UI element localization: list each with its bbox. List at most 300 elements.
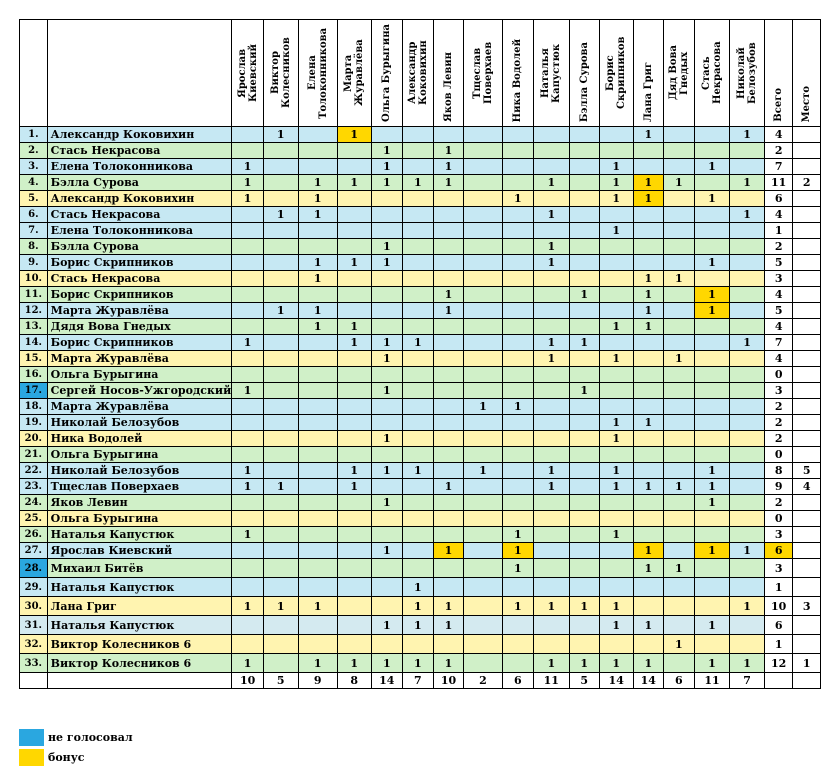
vote-cell: [433, 511, 464, 527]
vote-cell: [694, 578, 730, 597]
vote-cell: [569, 511, 599, 527]
vote-cell: [371, 287, 402, 303]
vote-cell: 1: [298, 255, 337, 271]
vote-cell: [298, 578, 337, 597]
vote-cell: [371, 367, 402, 383]
row-total: 2: [764, 143, 793, 159]
vote-cell: [502, 223, 533, 239]
vote-cell: [502, 335, 533, 351]
vote-cell: 1: [371, 383, 402, 399]
vote-cell: [694, 447, 730, 463]
row-total: 4: [764, 207, 793, 223]
vote-cell: 1: [298, 175, 337, 191]
row-place: [793, 543, 821, 559]
vote-cell: [263, 399, 298, 415]
vote-cell: [664, 207, 695, 223]
vote-cell: [502, 175, 533, 191]
header-voter: [599, 20, 633, 127]
vote-cell: 1: [694, 287, 730, 303]
vote-cell: 1: [502, 191, 533, 207]
header-voter-label: Ольга Бурыгина: [381, 24, 393, 122]
vote-cell: 1: [534, 597, 570, 616]
vote-cell: [664, 335, 695, 351]
vote-cell: 1: [633, 616, 664, 635]
vote-cell: [664, 447, 695, 463]
vote-cell: [502, 511, 533, 527]
row-number: 14.: [20, 335, 48, 351]
vote-cell: 1: [599, 463, 633, 479]
vote-cell: [694, 127, 730, 143]
table-row: [20, 399, 821, 415]
vote-cell: [232, 415, 264, 431]
vote-cell: [371, 559, 402, 578]
header-voter: [232, 20, 264, 127]
vote-cell: [534, 559, 570, 578]
vote-cell: [298, 543, 337, 559]
row-name: Ольга Бурыгина: [47, 511, 232, 527]
vote-cell: 1: [403, 463, 434, 479]
row-name: Наталья Капустюк: [47, 616, 232, 635]
vote-cell: [337, 383, 371, 399]
vote-cell: [371, 399, 402, 415]
vote-cell: [664, 463, 695, 479]
vote-cell: 1: [730, 543, 765, 559]
vote-cell: [730, 527, 765, 543]
header-row: [20, 20, 821, 127]
voting-table: [19, 19, 821, 689]
vote-cell: 1: [371, 255, 402, 271]
vote-cell: [534, 578, 570, 597]
vote-cell: [730, 479, 765, 495]
vote-cell: [633, 447, 664, 463]
vote-cell: [298, 495, 337, 511]
row-total: 2: [764, 495, 793, 511]
vote-cell: [502, 415, 533, 431]
row-total: 4: [764, 351, 793, 367]
vote-cell: [730, 616, 765, 635]
vote-cell: 1: [694, 191, 730, 207]
vote-cell: [232, 351, 264, 367]
vote-cell: [633, 383, 664, 399]
vote-cell: [263, 191, 298, 207]
row-place: [793, 127, 821, 143]
row-place: 5: [793, 463, 821, 479]
header-voter-label: Ярослав Киевский: [236, 44, 259, 102]
vote-cell: [232, 143, 264, 159]
footer-blank: [764, 673, 793, 689]
row-place: [793, 159, 821, 175]
vote-cell: [664, 255, 695, 271]
vote-cell: 1: [599, 319, 633, 335]
vote-cell: [664, 287, 695, 303]
row-place: [793, 431, 821, 447]
vote-cell: [337, 511, 371, 527]
table-row: [20, 255, 821, 271]
vote-cell: [664, 319, 695, 335]
row-name: Ярослав Киевский: [47, 543, 232, 559]
vote-cell: [694, 399, 730, 415]
vote-cell: [633, 255, 664, 271]
row-number: 3.: [20, 159, 48, 175]
header-voter: [569, 20, 599, 127]
vote-cell: [664, 383, 695, 399]
vote-cell: 1: [502, 399, 533, 415]
vote-cell: 1: [633, 271, 664, 287]
vote-cell: [730, 191, 765, 207]
header-voter-label: Тщеслав Поверхаев: [471, 41, 494, 105]
vote-cell: [232, 127, 264, 143]
vote-cell: [464, 543, 502, 559]
footer-count: 11: [534, 673, 570, 689]
vote-cell: [371, 271, 402, 287]
vote-cell: [232, 635, 264, 654]
legend-item-not-voted: [19, 727, 133, 747]
vote-cell: [569, 479, 599, 495]
vote-cell: [263, 616, 298, 635]
vote-cell: [599, 559, 633, 578]
vote-cell: [502, 159, 533, 175]
vote-cell: [433, 271, 464, 287]
row-total: 7: [764, 335, 793, 351]
vote-cell: [730, 463, 765, 479]
vote-cell: 1: [664, 351, 695, 367]
row-place: [793, 527, 821, 543]
row-place: 2: [793, 175, 821, 191]
vote-cell: [403, 447, 434, 463]
vote-cell: [433, 255, 464, 271]
vote-cell: [730, 431, 765, 447]
vote-cell: [298, 351, 337, 367]
table-row: [20, 654, 821, 673]
row-total: 0: [764, 447, 793, 463]
footer-count: 14: [599, 673, 633, 689]
vote-cell: [569, 255, 599, 271]
header-voter-label: Борис Скрипников: [605, 36, 628, 110]
vote-cell: [599, 578, 633, 597]
vote-cell: 1: [298, 319, 337, 335]
vote-cell: 1: [433, 175, 464, 191]
vote-cell: [433, 319, 464, 335]
row-place: [793, 635, 821, 654]
vote-cell: [433, 223, 464, 239]
vote-cell: [730, 239, 765, 255]
footer-count: 8: [337, 673, 371, 689]
row-total: 6: [764, 543, 793, 559]
header-voter: [263, 20, 298, 127]
vote-cell: [534, 527, 570, 543]
vote-cell: 1: [403, 616, 434, 635]
vote-cell: [232, 431, 264, 447]
vote-cell: 1: [371, 175, 402, 191]
vote-cell: 1: [730, 127, 765, 143]
vote-cell: [263, 239, 298, 255]
vote-cell: [433, 207, 464, 223]
vote-cell: [263, 527, 298, 543]
vote-cell: [298, 287, 337, 303]
vote-cell: [337, 159, 371, 175]
vote-cell: [403, 191, 434, 207]
vote-cell: [298, 447, 337, 463]
vote-cell: [403, 367, 434, 383]
vote-cell: [263, 159, 298, 175]
table-row: [20, 175, 821, 191]
vote-cell: [534, 495, 570, 511]
row-number: 20.: [20, 431, 48, 447]
row-name: Виктор Колесников 6: [47, 654, 232, 673]
vote-cell: [502, 495, 533, 511]
vote-cell: [569, 616, 599, 635]
vote-cell: 1: [337, 479, 371, 495]
vote-cell: 1: [633, 303, 664, 319]
legend-item-bonus: [19, 747, 133, 767]
vote-cell: [232, 447, 264, 463]
row-number: 1.: [20, 127, 48, 143]
vote-cell: [664, 399, 695, 415]
vote-cell: [464, 527, 502, 543]
vote-cell: 1: [599, 159, 633, 175]
table-row: [20, 559, 821, 578]
vote-cell: [694, 319, 730, 335]
header-voter-label: Наталья Капустюк: [540, 43, 563, 103]
header-voter-label: Николай Белозубов: [736, 42, 759, 104]
row-number: 6.: [20, 207, 48, 223]
row-number: 5.: [20, 191, 48, 207]
vote-cell: 1: [633, 127, 664, 143]
vote-cell: 1: [664, 479, 695, 495]
vote-cell: [502, 578, 533, 597]
vote-cell: [433, 447, 464, 463]
vote-cell: 1: [730, 654, 765, 673]
vote-cell: 1: [433, 159, 464, 175]
table-row: [20, 597, 821, 616]
row-name: Борис Скрипников: [47, 287, 232, 303]
row-total: 7: [764, 159, 793, 175]
vote-cell: [464, 654, 502, 673]
vote-cell: [232, 616, 264, 635]
vote-cell: [502, 463, 533, 479]
vote-cell: [664, 303, 695, 319]
vote-cell: [694, 207, 730, 223]
vote-cell: [337, 415, 371, 431]
vote-cell: [569, 319, 599, 335]
row-name: Николай Белозубов: [47, 463, 232, 479]
vote-cell: [232, 271, 264, 287]
vote-cell: [502, 143, 533, 159]
row-place: [793, 447, 821, 463]
vote-cell: [730, 303, 765, 319]
vote-cell: [337, 223, 371, 239]
vote-cell: [569, 431, 599, 447]
row-place: [793, 578, 821, 597]
vote-cell: 1: [633, 415, 664, 431]
vote-cell: [433, 191, 464, 207]
row-place: 1: [793, 654, 821, 673]
vote-cell: [694, 175, 730, 191]
legend-label-not-voted: не голосовал: [48, 730, 133, 744]
vote-cell: 1: [694, 303, 730, 319]
vote-cell: [633, 239, 664, 255]
vote-cell: [464, 635, 502, 654]
vote-cell: [433, 431, 464, 447]
row-name: Стась Некрасова: [47, 271, 232, 287]
vote-cell: [403, 223, 434, 239]
vote-cell: [337, 191, 371, 207]
row-total: 1: [764, 635, 793, 654]
row-place: [793, 367, 821, 383]
vote-cell: 1: [337, 175, 371, 191]
vote-cell: [534, 127, 570, 143]
vote-cell: 1: [694, 255, 730, 271]
vote-cell: 1: [694, 495, 730, 511]
vote-cell: [371, 207, 402, 223]
vote-cell: [569, 127, 599, 143]
row-name: Дядя Вова Гнедых: [47, 319, 232, 335]
vote-cell: [433, 578, 464, 597]
vote-cell: [534, 367, 570, 383]
row-number: 2.: [20, 143, 48, 159]
vote-cell: [694, 351, 730, 367]
row-number: 4.: [20, 175, 48, 191]
vote-cell: [298, 415, 337, 431]
row-name: Николай Белозубов: [47, 415, 232, 431]
voting-table-container: [19, 19, 821, 689]
row-total: 2: [764, 399, 793, 415]
vote-cell: [730, 367, 765, 383]
vote-cell: [599, 399, 633, 415]
vote-cell: [633, 207, 664, 223]
row-number: 13.: [20, 319, 48, 335]
vote-cell: [337, 367, 371, 383]
vote-cell: [664, 654, 695, 673]
vote-cell: [730, 415, 765, 431]
vote-cell: 1: [433, 654, 464, 673]
vote-cell: 1: [371, 495, 402, 511]
vote-cell: 1: [569, 383, 599, 399]
row-place: [793, 616, 821, 635]
row-total: 12: [764, 654, 793, 673]
header-place-label: Место: [801, 85, 813, 122]
vote-cell: 1: [232, 463, 264, 479]
vote-cell: 1: [599, 351, 633, 367]
vote-cell: [263, 287, 298, 303]
vote-cell: [232, 559, 264, 578]
vote-cell: [599, 383, 633, 399]
vote-cell: [464, 207, 502, 223]
vote-cell: [403, 159, 434, 175]
vote-cell: [664, 143, 695, 159]
vote-cell: 1: [232, 191, 264, 207]
vote-cell: [263, 175, 298, 191]
vote-cell: [337, 287, 371, 303]
row-total: 3: [764, 271, 793, 287]
vote-cell: [464, 303, 502, 319]
vote-cell: [263, 367, 298, 383]
vote-cell: 1: [337, 335, 371, 351]
vote-cell: 1: [433, 597, 464, 616]
table-row: [20, 367, 821, 383]
vote-cell: [633, 223, 664, 239]
table-row: [20, 159, 821, 175]
vote-cell: [371, 127, 402, 143]
row-place: [793, 287, 821, 303]
vote-cell: 1: [599, 431, 633, 447]
row-total: 3: [764, 527, 793, 543]
header-total: [764, 20, 793, 127]
vote-cell: [730, 159, 765, 175]
table-row: [20, 287, 821, 303]
vote-cell: [263, 143, 298, 159]
row-total: 2: [764, 239, 793, 255]
vote-cell: [730, 559, 765, 578]
row-name: Стась Некрасова: [47, 207, 232, 223]
vote-cell: [599, 335, 633, 351]
vote-cell: 1: [298, 191, 337, 207]
table-row: [20, 335, 821, 351]
vote-cell: [433, 383, 464, 399]
vote-cell: [263, 495, 298, 511]
vote-cell: 1: [371, 159, 402, 175]
vote-cell: 1: [694, 616, 730, 635]
vote-cell: [337, 303, 371, 319]
vote-cell: 1: [403, 578, 434, 597]
vote-cell: [337, 495, 371, 511]
vote-cell: [664, 495, 695, 511]
vote-cell: [633, 597, 664, 616]
vote-cell: [403, 271, 434, 287]
header-voter-label: Ника Водолей: [512, 38, 524, 122]
row-place: [793, 415, 821, 431]
vote-cell: [694, 559, 730, 578]
vote-cell: 1: [633, 654, 664, 673]
vote-cell: [464, 335, 502, 351]
table-row: [20, 578, 821, 597]
vote-cell: [534, 223, 570, 239]
header-voter: [534, 20, 570, 127]
vote-cell: 1: [599, 654, 633, 673]
vote-cell: [730, 511, 765, 527]
row-place: [793, 383, 821, 399]
vote-cell: [664, 239, 695, 255]
vote-cell: [232, 399, 264, 415]
vote-cell: [633, 578, 664, 597]
vote-cell: 1: [232, 159, 264, 175]
row-number: 18.: [20, 399, 48, 415]
vote-cell: [232, 255, 264, 271]
vote-cell: [464, 479, 502, 495]
vote-cell: [337, 597, 371, 616]
vote-cell: [694, 335, 730, 351]
vote-cell: [298, 399, 337, 415]
vote-cell: 1: [403, 654, 434, 673]
vote-cell: [263, 351, 298, 367]
row-name: Бэлла Сурова: [47, 175, 232, 191]
vote-cell: 1: [534, 239, 570, 255]
vote-cell: [502, 207, 533, 223]
header-corner: [20, 20, 48, 127]
vote-cell: [403, 431, 434, 447]
vote-cell: [403, 287, 434, 303]
vote-cell: [403, 511, 434, 527]
table-row: [20, 635, 821, 654]
row-number: 33.: [20, 654, 48, 673]
row-place: [793, 351, 821, 367]
vote-cell: [569, 447, 599, 463]
vote-cell: [433, 495, 464, 511]
vote-cell: [633, 635, 664, 654]
header-voter: [403, 20, 434, 127]
vote-cell: [232, 239, 264, 255]
vote-cell: [337, 271, 371, 287]
